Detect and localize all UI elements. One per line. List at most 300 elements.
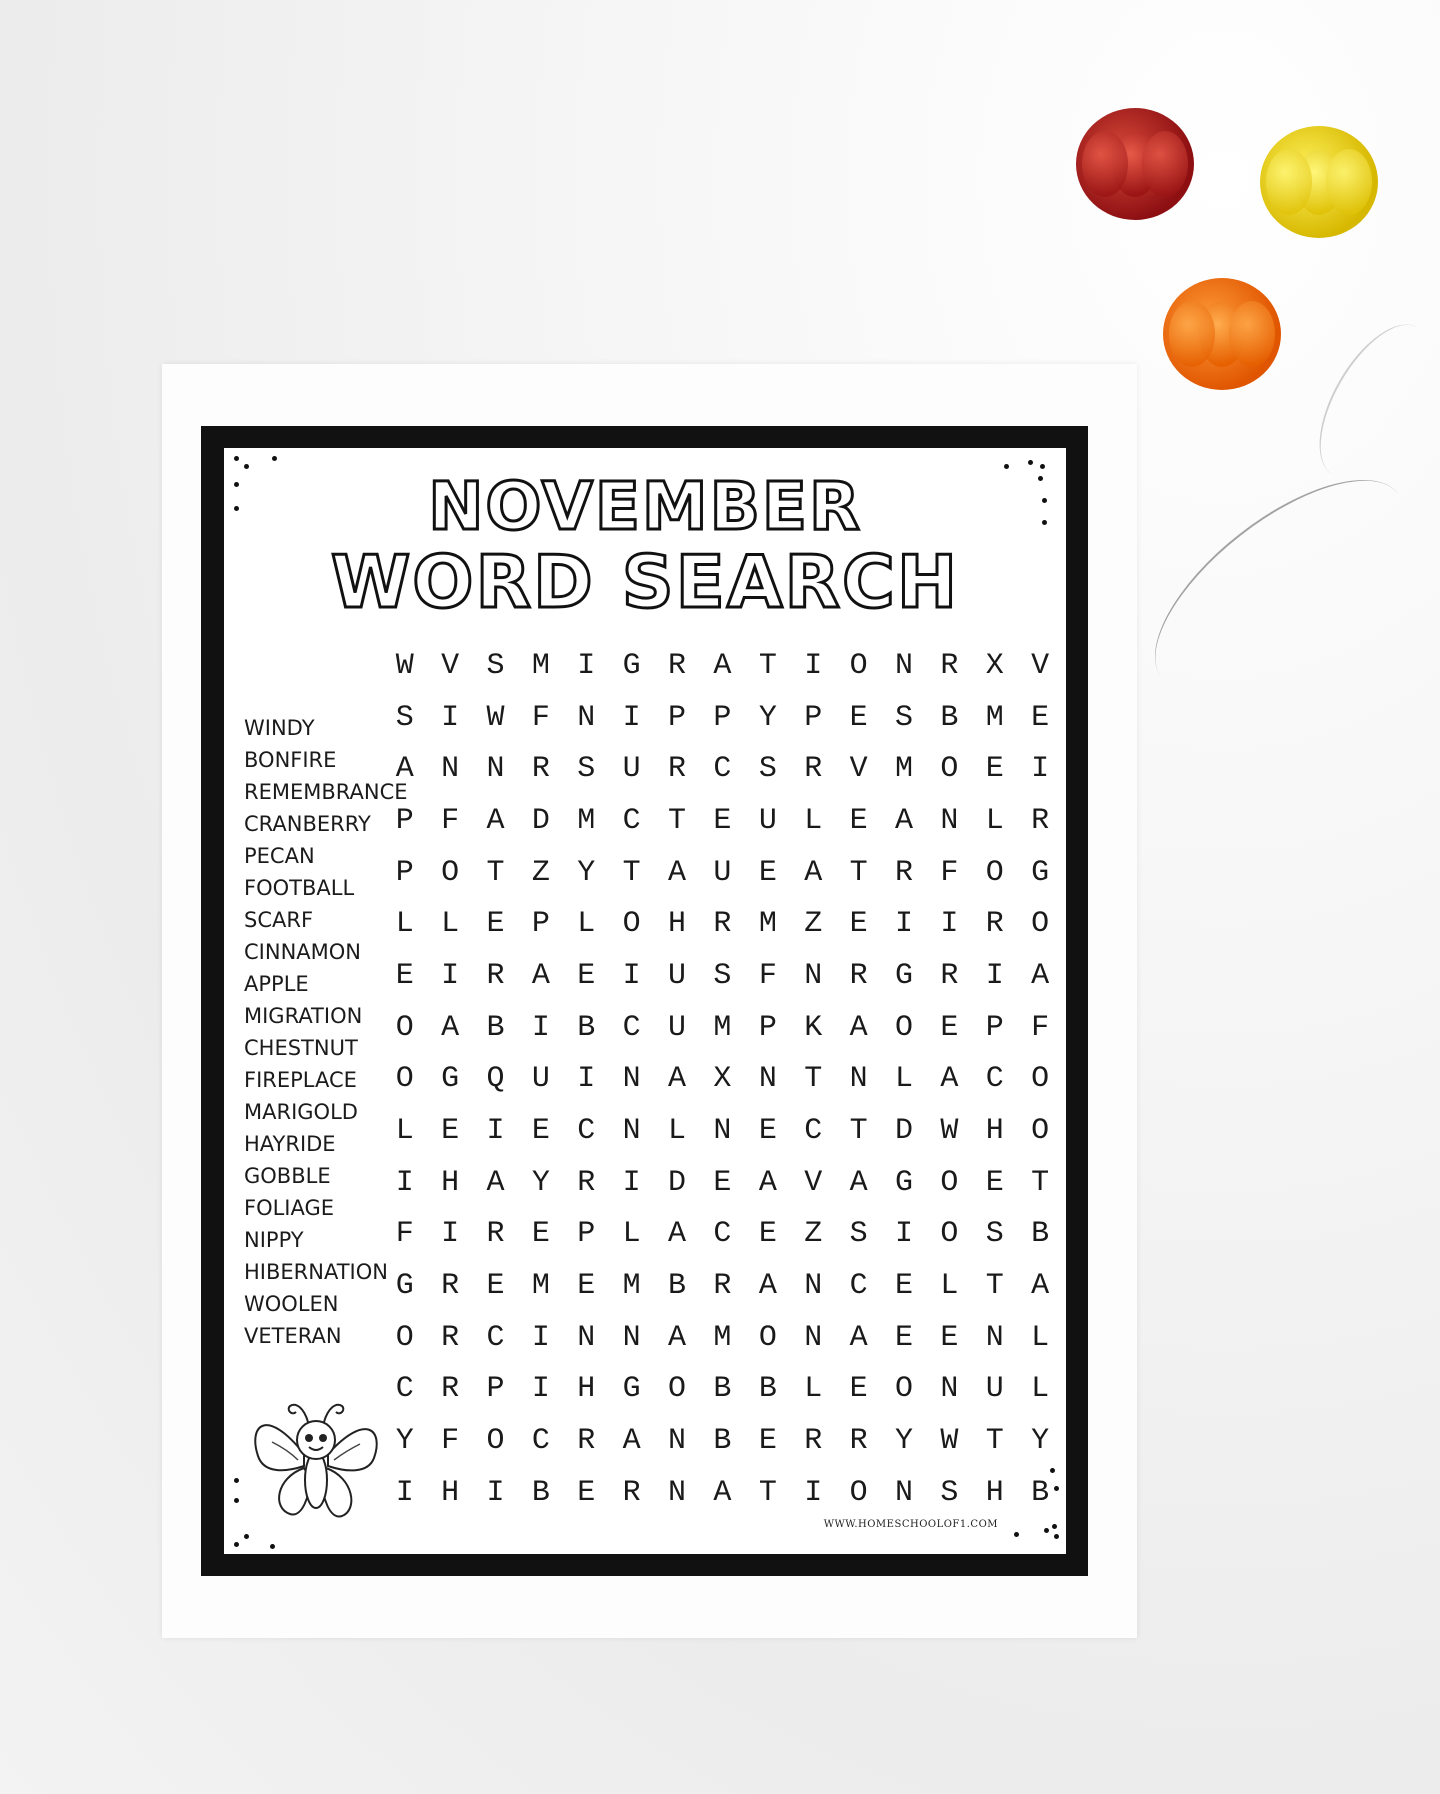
grid-letter: L <box>395 1114 414 1149</box>
grid-letter: Y <box>395 1424 414 1459</box>
grid-letter: R <box>441 1320 460 1355</box>
grid-letter: A <box>668 1217 687 1252</box>
grid-letter: B <box>940 700 959 735</box>
grid-letter: L <box>395 907 414 942</box>
grid-letter: A <box>894 803 913 838</box>
grid-letter: B <box>758 1372 777 1407</box>
grid-letter: I <box>577 648 596 683</box>
letter-grid <box>382 640 1064 1519</box>
grid-row <box>382 1002 1064 1054</box>
grid-letter: E <box>531 1114 550 1149</box>
grid-letter: A <box>395 752 414 787</box>
website-footer: WWW.HOMESCHOOLOF1.COM <box>823 1519 998 1530</box>
word-list-item: WINDY <box>244 716 315 740</box>
grid-letter: G <box>894 1165 913 1200</box>
grid-letter: I <box>622 700 641 735</box>
grid-letter: R <box>940 958 959 993</box>
grid-row <box>382 1105 1064 1157</box>
grid-letter: E <box>940 1320 959 1355</box>
grid-letter: Y <box>894 1424 913 1459</box>
grid-letter: N <box>804 958 823 993</box>
grid-letter: R <box>668 648 687 683</box>
grid-letter: R <box>577 1165 596 1200</box>
grid-letter: R <box>668 752 687 787</box>
word-list-item: BONFIRE <box>244 748 337 772</box>
grid-letter: W <box>940 1424 959 1459</box>
grid-letter: P <box>668 700 687 735</box>
grid-letter: H <box>441 1165 460 1200</box>
grid-letter: U <box>758 803 777 838</box>
grid-letter: T <box>668 803 687 838</box>
word-list-item: WOOLEN <box>244 1292 339 1316</box>
grid-letter: N <box>713 1114 732 1149</box>
word-list-item: VETERAN <box>244 1324 342 1348</box>
grid-letter: R <box>849 958 868 993</box>
word-list-item: MIGRATION <box>244 1004 363 1028</box>
grid-letter: T <box>985 1269 1004 1304</box>
grid-letter: S <box>758 752 777 787</box>
grid-letter: M <box>713 1010 732 1045</box>
grid-row <box>382 1312 1064 1364</box>
grid-letter: S <box>486 648 505 683</box>
grid-letter: S <box>395 700 414 735</box>
grid-letter: I <box>531 1010 550 1045</box>
grid-letter: I <box>577 1062 596 1097</box>
grid-letter: V <box>849 752 868 787</box>
grid-letter: N <box>622 1114 641 1149</box>
grid-letter: P <box>804 700 823 735</box>
grid-letter: A <box>486 1165 505 1200</box>
grid-letter: Y <box>758 700 777 735</box>
grid-letter: C <box>622 803 641 838</box>
grid-letter: E <box>713 1165 732 1200</box>
grid-letter: O <box>985 855 1004 890</box>
grid-letter: E <box>985 752 1004 787</box>
grid-letter: E <box>531 1217 550 1252</box>
grid-letter: W <box>395 648 414 683</box>
butterfly-illustration <box>246 1386 386 1526</box>
grid-letter: C <box>577 1114 596 1149</box>
grid-letter: E <box>395 958 414 993</box>
grid-letter: E <box>894 1269 913 1304</box>
grid-letter: I <box>531 1372 550 1407</box>
grid-letter: N <box>486 752 505 787</box>
grid-row <box>382 692 1064 744</box>
grid-letter: I <box>894 1217 913 1252</box>
grid-letter: N <box>622 1062 641 1097</box>
grid-letter: N <box>894 1475 913 1510</box>
grid-row <box>382 640 1064 692</box>
grid-letter: S <box>713 958 732 993</box>
grid-letter: A <box>758 1269 777 1304</box>
grid-letter: O <box>1031 1062 1050 1097</box>
grid-letter: E <box>577 1269 596 1304</box>
grid-letter: L <box>441 907 460 942</box>
grid-letter: K <box>804 1010 823 1045</box>
grid-row <box>382 898 1064 950</box>
grid-letter: A <box>668 1062 687 1097</box>
grid-letter: B <box>713 1372 732 1407</box>
grid-letter: Z <box>531 855 550 890</box>
word-list-item: CRANBERRY <box>244 812 371 836</box>
grid-letter: R <box>849 1424 868 1459</box>
grid-letter: H <box>577 1372 596 1407</box>
grid-letter: I <box>940 907 959 942</box>
worksheet <box>224 448 1066 1554</box>
grid-letter: N <box>985 1320 1004 1355</box>
grid-letter: E <box>486 1269 505 1304</box>
grid-letter: E <box>894 1320 913 1355</box>
grid-letter: U <box>622 752 641 787</box>
grid-letter: E <box>441 1114 460 1149</box>
grid-letter: P <box>985 1010 1004 1045</box>
grid-letter: T <box>486 855 505 890</box>
grid-letter: A <box>441 1010 460 1045</box>
grid-letter: I <box>486 1114 505 1149</box>
grid-letter: U <box>531 1062 550 1097</box>
grid-letter: L <box>1031 1372 1050 1407</box>
grid-letter: Z <box>804 1217 823 1252</box>
grid-letter: N <box>758 1062 777 1097</box>
grid-letter: D <box>894 1114 913 1149</box>
grid-row <box>382 1157 1064 1209</box>
grid-row <box>382 1209 1064 1261</box>
grid-letter: A <box>1031 958 1050 993</box>
grid-letter: O <box>940 1217 959 1252</box>
grid-letter: T <box>622 855 641 890</box>
grid-letter: R <box>577 1424 596 1459</box>
grid-letter: R <box>894 855 913 890</box>
grid-letter: N <box>668 1424 687 1459</box>
grid-letter: P <box>758 1010 777 1045</box>
grid-letter: F <box>395 1217 414 1252</box>
grid-letter: M <box>894 752 913 787</box>
grid-letter: V <box>1031 648 1050 683</box>
grid-row <box>382 1415 1064 1467</box>
grid-letter: I <box>531 1320 550 1355</box>
grid-letter: O <box>940 1165 959 1200</box>
grid-letter: R <box>531 752 550 787</box>
grid-letter: H <box>441 1475 460 1510</box>
grid-letter: H <box>668 907 687 942</box>
word-list-item: REMEMBRANCE <box>244 780 408 804</box>
grid-letter: U <box>713 855 732 890</box>
grid-letter: I <box>804 1475 823 1510</box>
grid-letter: D <box>531 803 550 838</box>
grid-letter: E <box>486 907 505 942</box>
grid-letter: I <box>395 1165 414 1200</box>
grid-letter: A <box>622 1424 641 1459</box>
grid-letter: O <box>940 752 959 787</box>
grid-letter: M <box>531 1269 550 1304</box>
grid-letter: C <box>395 1372 414 1407</box>
grid-letter: V <box>441 648 460 683</box>
grid-letter: I <box>441 1217 460 1252</box>
grid-letter: P <box>395 855 414 890</box>
grid-letter: O <box>894 1372 913 1407</box>
grid-letter: C <box>713 1217 732 1252</box>
grid-letter: I <box>985 958 1004 993</box>
grid-letter: S <box>940 1475 959 1510</box>
grid-letter: P <box>395 803 414 838</box>
grid-letter: T <box>758 648 777 683</box>
worksheet-title-line2: WORD SEARCH <box>330 540 960 624</box>
grid-letter: I <box>804 648 823 683</box>
grid-letter: Q <box>486 1062 505 1097</box>
grid-letter: M <box>577 803 596 838</box>
grid-letter: B <box>1031 1217 1050 1252</box>
grid-letter: G <box>622 648 641 683</box>
grid-letter: O <box>395 1010 414 1045</box>
grid-letter: F <box>441 803 460 838</box>
grid-letter: R <box>1031 803 1050 838</box>
grid-letter: A <box>668 855 687 890</box>
grid-letter: A <box>849 1165 868 1200</box>
word-list-item: FOLIAGE <box>244 1196 335 1220</box>
word-list-item: FIREPLACE <box>244 1068 357 1092</box>
grid-letter: C <box>486 1320 505 1355</box>
grid-letter: A <box>940 1062 959 1097</box>
grid-letter: R <box>804 1424 823 1459</box>
grid-letter: N <box>668 1475 687 1510</box>
grid-row <box>382 743 1064 795</box>
grid-letter: E <box>758 855 777 890</box>
grid-row <box>382 847 1064 899</box>
grid-letter: F <box>758 958 777 993</box>
grid-letter: C <box>531 1424 550 1459</box>
grid-letter: T <box>804 1062 823 1097</box>
grid-letter: M <box>985 700 1004 735</box>
grid-letter: V <box>804 1165 823 1200</box>
grid-letter: O <box>395 1062 414 1097</box>
grid-letter: C <box>622 1010 641 1045</box>
grid-letter: X <box>713 1062 732 1097</box>
grid-letter: S <box>985 1217 1004 1252</box>
grid-letter: N <box>940 803 959 838</box>
grid-letter: W <box>940 1114 959 1149</box>
grid-letter: T <box>985 1424 1004 1459</box>
grid-letter: M <box>531 648 550 683</box>
grid-letter: A <box>804 855 823 890</box>
grid-letter: E <box>849 1372 868 1407</box>
grid-letter: M <box>758 907 777 942</box>
grid-letter: O <box>622 907 641 942</box>
grid-letter: E <box>849 700 868 735</box>
grid-letter: R <box>441 1269 460 1304</box>
grid-letter: A <box>531 958 550 993</box>
grid-letter: I <box>441 700 460 735</box>
grid-letter: L <box>622 1217 641 1252</box>
grid-letter: L <box>940 1269 959 1304</box>
grid-letter: O <box>894 1010 913 1045</box>
grid-letter: O <box>486 1424 505 1459</box>
worksheet-title-line1: NOVEMBER <box>428 468 862 545</box>
grid-letter: M <box>622 1269 641 1304</box>
grid-letter: N <box>441 752 460 787</box>
yellow-pumpkin-decoration <box>1260 126 1378 238</box>
grid-letter: F <box>531 700 550 735</box>
grid-letter: O <box>849 648 868 683</box>
grid-letter: E <box>940 1010 959 1045</box>
grid-letter: L <box>985 803 1004 838</box>
grid-letter: Y <box>577 855 596 890</box>
grid-letter: B <box>713 1424 732 1459</box>
word-list-item: HAYRIDE <box>244 1132 336 1156</box>
grid-letter: C <box>985 1062 1004 1097</box>
grid-letter: A <box>1031 1269 1050 1304</box>
grid-letter: Y <box>1031 1424 1050 1459</box>
word-list-item: HIBERNATION <box>244 1260 388 1284</box>
word-list-item: GOBBLE <box>244 1164 331 1188</box>
grid-letter: I <box>894 907 913 942</box>
grid-letter: I <box>395 1475 414 1510</box>
grid-letter: L <box>668 1114 687 1149</box>
grid-letter: R <box>804 752 823 787</box>
grid-letter: E <box>577 958 596 993</box>
grid-letter: I <box>622 958 641 993</box>
word-list-item: FOOTBALL <box>244 876 355 900</box>
grid-letter: E <box>985 1165 1004 1200</box>
grid-letter: E <box>1031 700 1050 735</box>
grid-letter: Y <box>531 1165 550 1200</box>
grid-letter: O <box>441 855 460 890</box>
grid-letter: T <box>849 1114 868 1149</box>
word-list-item: CHESTNUT <box>244 1036 358 1060</box>
word-list-item: APPLE <box>244 972 309 996</box>
grid-letter: R <box>486 958 505 993</box>
grid-letter: G <box>622 1372 641 1407</box>
grid-row <box>382 1260 1064 1312</box>
grid-letter: E <box>758 1424 777 1459</box>
grid-letter: A <box>849 1320 868 1355</box>
grid-letter: F <box>1031 1010 1050 1045</box>
grid-letter: L <box>804 803 823 838</box>
grid-letter: Z <box>804 907 823 942</box>
grid-letter: I <box>486 1475 505 1510</box>
grid-letter: F <box>441 1424 460 1459</box>
grid-letter: O <box>668 1372 687 1407</box>
word-list-item: MARIGOLD <box>244 1100 358 1124</box>
grid-letter: L <box>1031 1320 1050 1355</box>
grid-letter: T <box>758 1475 777 1510</box>
grid-letter: U <box>668 1010 687 1045</box>
grid-letter: N <box>940 1372 959 1407</box>
grid-letter: E <box>577 1475 596 1510</box>
grid-letter: D <box>668 1165 687 1200</box>
grid-letter: R <box>441 1372 460 1407</box>
grid-letter: N <box>849 1062 868 1097</box>
grid-letter: A <box>758 1165 777 1200</box>
grid-letter: R <box>713 1269 732 1304</box>
grid-letter: O <box>849 1475 868 1510</box>
grid-letter: P <box>531 907 550 942</box>
grid-letter: A <box>668 1320 687 1355</box>
grid-row <box>382 795 1064 847</box>
grid-letter: I <box>1031 752 1050 787</box>
grid-letter: T <box>849 855 868 890</box>
grid-letter: O <box>395 1320 414 1355</box>
grid-letter: F <box>940 855 959 890</box>
grid-letter: A <box>849 1010 868 1045</box>
grid-letter: N <box>894 648 913 683</box>
grid-letter: U <box>668 958 687 993</box>
grid-letter: S <box>577 752 596 787</box>
grid-row <box>382 950 1064 1002</box>
grid-letter: N <box>577 1320 596 1355</box>
grid-letter: B <box>486 1010 505 1045</box>
word-list-item: PECAN <box>244 844 315 868</box>
grid-letter: E <box>758 1114 777 1149</box>
grid-letter: O <box>1031 1114 1050 1149</box>
grid-letter: O <box>758 1320 777 1355</box>
grid-letter: N <box>622 1320 641 1355</box>
grid-letter: U <box>985 1372 1004 1407</box>
grid-row <box>382 1364 1064 1416</box>
word-list-item: SCARF <box>244 908 314 932</box>
grid-letter: P <box>486 1372 505 1407</box>
grid-row <box>382 1467 1064 1519</box>
grid-letter: A <box>713 1475 732 1510</box>
grid-letter: L <box>894 1062 913 1097</box>
grid-letter: A <box>486 803 505 838</box>
grid-letter: L <box>577 907 596 942</box>
grid-letter: O <box>1031 907 1050 942</box>
grid-letter: C <box>804 1114 823 1149</box>
grid-letter: H <box>985 1114 1004 1149</box>
grid-letter: M <box>713 1320 732 1355</box>
orange-pumpkin-decoration <box>1163 278 1281 390</box>
grid-letter: N <box>804 1320 823 1355</box>
grid-letter: R <box>713 907 732 942</box>
grid-letter: R <box>985 907 1004 942</box>
word-list-item: NIPPY <box>244 1228 304 1252</box>
grid-letter: B <box>1031 1475 1050 1510</box>
grid-letter: C <box>713 752 732 787</box>
grid-letter: E <box>849 907 868 942</box>
grid-letter: A <box>713 648 732 683</box>
grid-letter: B <box>531 1475 550 1510</box>
grid-letter: W <box>486 700 505 735</box>
grid-letter: I <box>622 1165 641 1200</box>
grid-letter: B <box>577 1010 596 1045</box>
grid-letter: G <box>441 1062 460 1097</box>
grid-letter: T <box>1031 1165 1050 1200</box>
grid-letter: R <box>486 1217 505 1252</box>
grid-letter: H <box>985 1475 1004 1510</box>
grid-letter: S <box>849 1217 868 1252</box>
grid-letter: X <box>985 648 1004 683</box>
grid-letter: G <box>395 1269 414 1304</box>
grid-letter: N <box>577 700 596 735</box>
grid-letter: P <box>577 1217 596 1252</box>
grid-letter: E <box>758 1217 777 1252</box>
grid-letter: G <box>894 958 913 993</box>
grid-letter: E <box>849 803 868 838</box>
grid-letter: R <box>622 1475 641 1510</box>
grid-letter: B <box>668 1269 687 1304</box>
grid-row <box>382 1054 1064 1106</box>
grid-letter: I <box>441 958 460 993</box>
grid-letter: G <box>1031 855 1050 890</box>
word-list-item: CINNAMON <box>244 940 361 964</box>
grid-letter: C <box>849 1269 868 1304</box>
grid-letter: S <box>894 700 913 735</box>
grid-letter: L <box>804 1372 823 1407</box>
red-pumpkin-decoration <box>1076 108 1194 220</box>
grid-letter: N <box>804 1269 823 1304</box>
grid-letter: E <box>713 803 732 838</box>
grid-letter: R <box>940 648 959 683</box>
